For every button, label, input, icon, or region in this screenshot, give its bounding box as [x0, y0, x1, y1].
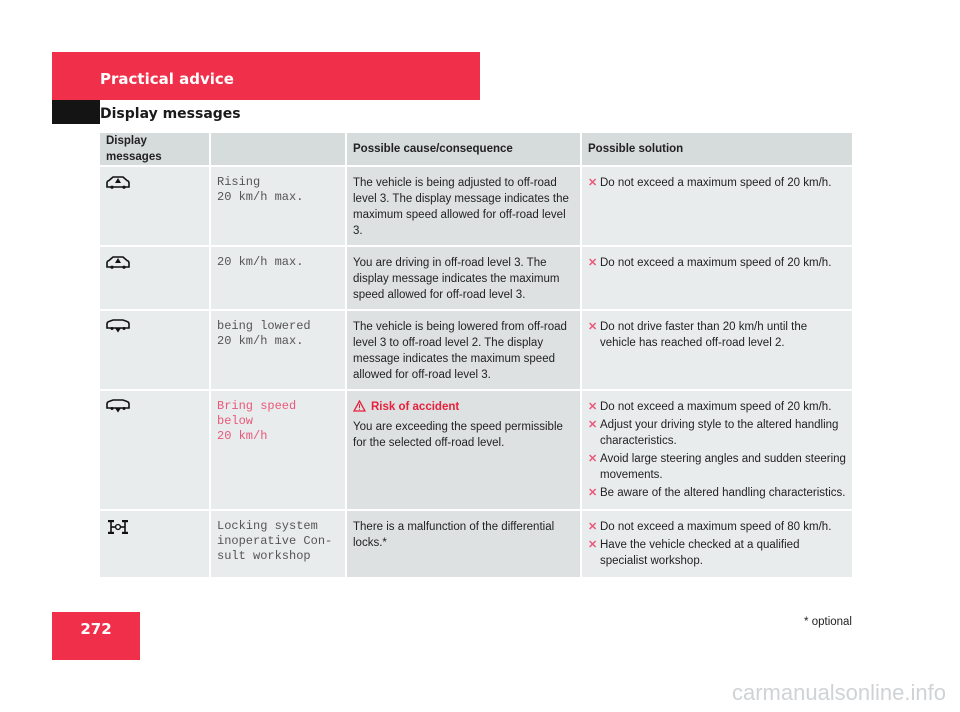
- cause-text: The vehicle is being lowered from off-road level 3 to off-road level 2. The display message indicates the maximum speed allowed for off-road level 3.: [353, 321, 567, 381]
- solution-item: [588, 417, 846, 449]
- solution-item: [588, 451, 846, 483]
- display-message-line: 20 km/h max.: [217, 190, 304, 204]
- section-title: Practical advice: [100, 70, 234, 88]
- display-message-cell: [211, 511, 347, 579]
- table-header-row: [100, 133, 852, 167]
- bullet-x-icon: ✕: [588, 419, 598, 431]
- solution-text: Be aware of the altered handling characteristics.: [600, 487, 846, 499]
- page-number: 272: [80, 620, 112, 638]
- table-row: [100, 391, 852, 511]
- solution-item: [588, 319, 846, 351]
- display-message-line: Rising: [217, 175, 261, 189]
- solution-item: [588, 519, 846, 535]
- cause-cell: [347, 311, 582, 391]
- solution-text: Do not exceed a maximum speed of 20 km/h.: [600, 257, 832, 269]
- display-message-cell: [211, 391, 347, 511]
- risk-label: Risk of accident: [371, 401, 460, 413]
- display-message-line: being lowered: [217, 319, 311, 333]
- car-level-up-icon: [106, 260, 130, 272]
- icon-cell: [100, 311, 211, 391]
- watermark: carmanualsonline.info: [731, 680, 946, 705]
- solution-cell: [582, 247, 852, 311]
- display-message-cell: [211, 167, 347, 247]
- table-row: [100, 311, 852, 391]
- display-message-line: sult workshop: [217, 549, 311, 563]
- icon-cell: [100, 511, 211, 579]
- solution-cell: [582, 391, 852, 511]
- bullet-x-icon: ✕: [588, 257, 598, 269]
- display-message-line: inoperative Con-: [217, 534, 333, 548]
- col-header-solution: Possible solution: [582, 133, 852, 167]
- cause-cell: [347, 247, 582, 311]
- solution-item: [588, 537, 846, 569]
- page-number-box: [52, 612, 140, 660]
- col-header-cause: Possible cause/consequence: [347, 133, 582, 167]
- display-message-cell: [211, 247, 347, 311]
- table-row: [100, 511, 852, 579]
- display-message-line: Locking system: [217, 519, 318, 533]
- page-subtitle: Display messages: [100, 106, 241, 122]
- solution-cell: [582, 511, 852, 579]
- solution-text: Have the vehicle checked at a qualified specialist workshop.: [600, 539, 800, 567]
- icon-cell: [100, 391, 211, 511]
- warning-triangle-icon: [353, 401, 371, 413]
- differential-lock-icon: [106, 526, 130, 538]
- display-message-line: 20 km/h max.: [217, 334, 304, 348]
- solution-text: Do not drive faster than 20 km/h until the vehicle has reached off-road level 2.: [600, 321, 808, 349]
- solution-text: Avoid large steering angles and sudden steering movements.: [600, 453, 846, 481]
- bullet-x-icon: ✕: [588, 539, 598, 551]
- car-level-up-icon: [106, 180, 130, 192]
- cause-text: You are exceeding the speed permissible for the selected off-road level.: [353, 421, 563, 449]
- solution-item: [588, 485, 846, 501]
- bullet-x-icon: ✕: [588, 401, 598, 413]
- footnote: * optional: [804, 616, 852, 628]
- risk-warning: [353, 399, 574, 415]
- display-message-line: 20 km/h max.: [217, 255, 304, 269]
- table-row: [100, 247, 852, 311]
- solution-cell: [582, 311, 852, 391]
- solution-item: [588, 175, 846, 191]
- display-messages-table: [100, 133, 852, 579]
- display-message-cell: [211, 311, 347, 391]
- solution-item: [588, 255, 846, 271]
- bullet-x-icon: ✕: [588, 487, 598, 499]
- bullet-x-icon: ✕: [588, 321, 598, 333]
- display-message-line: Bring speed below: [217, 399, 297, 428]
- cause-cell: [347, 511, 582, 579]
- col-header-blank: [211, 133, 347, 167]
- icon-cell: [100, 247, 211, 311]
- cause-text: There is a malfunction of the differential locks.*: [353, 521, 555, 549]
- solution-text: Do not exceed a maximum speed of 20 km/h.: [600, 177, 832, 189]
- cause-text: The vehicle is being adjusted to off-road level 3. The display message indicates the maximum speed allowed for off-road level 3.: [353, 177, 569, 237]
- car-level-down-icon: [106, 324, 130, 336]
- cause-cell: [347, 391, 582, 511]
- bullet-x-icon: ✕: [588, 177, 598, 189]
- solution-text: Adjust your driving style to the altered handling characteristics.: [600, 419, 839, 447]
- cause-text: You are driving in off-road level 3. The display message indicates the maximum speed allowed for off-road level 3.: [353, 257, 560, 301]
- solution-item: [588, 399, 846, 415]
- cause-cell: [347, 167, 582, 247]
- table-row: [100, 167, 852, 247]
- icon-cell: [100, 167, 211, 247]
- bullet-x-icon: ✕: [588, 521, 598, 533]
- header-black-tab: [52, 100, 100, 124]
- solution-cell: [582, 167, 852, 247]
- solution-text: Do not exceed a maximum speed of 80 km/h.: [600, 521, 832, 533]
- col-header-display-messages: Display messages: [100, 133, 211, 167]
- car-level-down-icon: [106, 404, 130, 416]
- display-message-line: 20 km/h: [217, 429, 268, 443]
- bullet-x-icon: ✕: [588, 453, 598, 465]
- solution-text: Do not exceed a maximum speed of 20 km/h.: [600, 401, 832, 413]
